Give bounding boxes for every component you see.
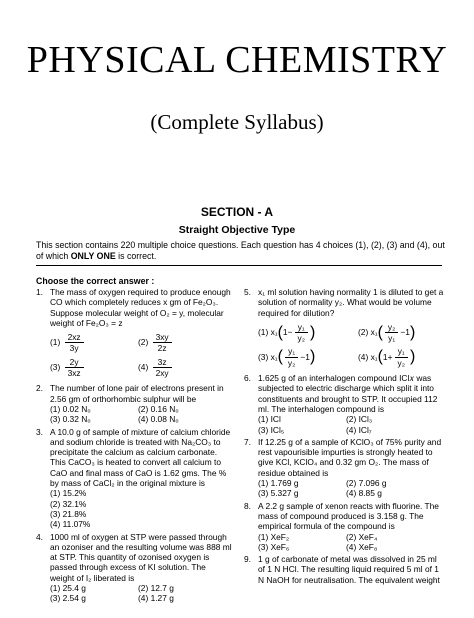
page-title: PHYSICAL CHEMISTRY	[26, 39, 448, 81]
question-text: The mass of oxygen required to produce enough CO which completely reduces x gm of Fe₂O₃. Suppose molecular weight of O₂ = y, molecular weight of Fe₂O₃ = z	[50, 287, 231, 328]
options-row	[50, 357, 232, 379]
numerator: y₁	[295, 322, 308, 333]
option: (2) 7.096 g	[346, 478, 387, 489]
option: (4) ICl₇	[346, 424, 372, 435]
question-7	[244, 437, 446, 499]
question-number: 4.	[36, 531, 43, 542]
question-text: A 10.0 g of sample of mixture of calcium chloride and sodium chloride is treated with Na₂CO₃ to precipitate the calcium as calcium carbonate. This CaCO₃ is heated to convert all calcium to CaO and final mass of CaO is 1.62 gms. The % by mass of CaCl₂ in the original mixture is	[50, 426, 231, 489]
question-number: 3.	[36, 426, 43, 437]
question-number: 7.	[244, 436, 251, 447]
option	[50, 332, 138, 354]
math-operator: +	[387, 351, 393, 362]
question-text: 1000 ml of oxygen at STP were passed through an ozoniser and the resulting volume was 888 ml at STP. This quantity of ozonised oxygen is passed through excess of KI solution. The weight of I₂ liberated is	[50, 531, 232, 583]
options-row	[258, 322, 446, 344]
question-number: 6.	[244, 373, 251, 384]
instructions-text: This section contains 220 multiple choice questions. Each question has 4 choices (1), (2), (3) and (4), out of which	[36, 240, 445, 261]
paren-open: (	[277, 323, 283, 341]
numerator: y₁	[285, 346, 298, 357]
option: (3) 5.327 g	[258, 488, 299, 499]
options-row	[258, 414, 446, 424]
question-number: 5.	[244, 287, 251, 297]
fraction	[385, 322, 398, 344]
options-row	[258, 542, 446, 552]
options-row	[50, 332, 232, 354]
question-number: 8.	[244, 500, 251, 511]
choose-heading: Choose the correct answer :	[36, 276, 155, 286]
fraction	[65, 332, 84, 354]
option: (4) XeF₈	[346, 541, 378, 552]
option	[358, 322, 415, 344]
option-label: (1)	[50, 337, 61, 348]
options-row	[258, 478, 446, 488]
option-label: (4)	[358, 351, 369, 362]
question-5	[244, 287, 446, 368]
question-text: 1.625 g of an interhalogen compound ICl𝑥 was subjected to electric discharge which split it into constituents and brought to STP. It occupied 112 ml. The interhalogen compound is	[258, 373, 438, 414]
numerator: 3z	[153, 357, 172, 368]
option: (3) 0.32 N₀	[50, 414, 91, 425]
numerator: 2xz	[65, 332, 84, 343]
math-term: 1	[382, 351, 388, 362]
denominator: y₂	[287, 357, 296, 368]
option-label: (2)	[358, 326, 369, 337]
math-term: 1	[282, 326, 288, 337]
option: (2) 0.16 N₀	[138, 403, 179, 414]
fraction	[285, 346, 298, 368]
option: (3) 2.54 g	[50, 593, 86, 604]
question-6	[244, 373, 446, 435]
denominator: y₂	[297, 333, 305, 344]
question-text: A 2.2 g sample of xenon reacts with fluorine. The mass of compound produced is 3.158 g. The empirical formula of the compound is	[258, 500, 439, 532]
question-3	[36, 427, 232, 530]
option: (1) 0.02 N₀	[50, 403, 91, 414]
option	[258, 346, 358, 368]
options-row	[50, 583, 232, 593]
option: (2) XeF₄	[346, 531, 378, 542]
denominator: 2z	[157, 343, 167, 354]
option-label: (3)	[258, 351, 269, 362]
option: (4) 0.08 N₀	[138, 414, 179, 425]
question-number: 1.	[36, 287, 43, 297]
denominator: y₂	[397, 357, 405, 368]
option: (4) 8.85 g	[346, 488, 382, 499]
question-number: 9.	[244, 554, 251, 565]
question-8	[244, 501, 446, 552]
option: (1) 25.4 g	[50, 583, 86, 594]
paren-close: )	[309, 323, 316, 341]
option: (4) 1.27 g	[138, 593, 174, 604]
numerator: 3xy	[153, 332, 172, 343]
numerator: 2y	[65, 357, 84, 368]
page-subtitle: (Complete Syllabus)	[150, 110, 324, 134]
denominator: y₁	[388, 333, 396, 344]
denominator: 3y	[69, 343, 79, 354]
math-operator: −	[287, 326, 293, 337]
math-operator: −	[300, 351, 306, 362]
option: (1) XeF₂	[258, 531, 290, 542]
question-text: x₁ ml solution having normality 1 is diluted to get a solution of normality y₂. What would be volume required for dilution?	[258, 287, 444, 318]
option: (3) ICl₅	[258, 424, 285, 435]
fraction	[295, 322, 308, 344]
fraction	[65, 357, 84, 379]
option	[50, 357, 138, 379]
option: (3) 21.8%	[50, 508, 87, 519]
instructions-end: is correct.	[115, 251, 157, 261]
math-term: x₁	[270, 351, 278, 362]
question-2	[36, 383, 232, 424]
paren-close: )	[409, 348, 416, 366]
options-row	[258, 488, 446, 498]
instructions-emphasis: ONLY ONE	[70, 251, 116, 261]
divider	[36, 265, 442, 266]
denominator: 2xy	[155, 368, 169, 379]
question-text: If 12.25 g of a sample of KClO₃ of 75% purity and rest vapourisible impurties is strongly heated to give KCl, KClO₄ and 0.32 gm O₂. The mass of residue obtained is	[258, 436, 442, 478]
question-number: 2.	[36, 383, 43, 394]
option	[258, 322, 358, 344]
math-term: 1	[405, 326, 410, 337]
option: (1) 1.769 g	[258, 478, 299, 489]
paren-open: (	[377, 348, 383, 366]
fraction	[395, 346, 408, 368]
option-label: (4)	[138, 361, 149, 372]
option: (2) 12.7 g	[138, 583, 174, 594]
options-row	[258, 346, 446, 368]
math-term: x₁	[370, 351, 378, 362]
option: (1) 15.2%	[50, 488, 87, 499]
fraction	[153, 332, 172, 354]
option	[358, 346, 415, 368]
options-row	[258, 532, 446, 542]
question-1	[36, 287, 232, 378]
option	[138, 332, 174, 354]
option-label: (1)	[258, 326, 269, 337]
option-label: (2)	[138, 337, 149, 348]
math-term: x₁	[270, 326, 278, 337]
paren-close: )	[309, 348, 316, 366]
paren-open: (	[277, 348, 283, 366]
option: (4) 11.07%	[50, 519, 91, 530]
option	[138, 357, 174, 379]
options-row	[50, 404, 232, 414]
fraction	[153, 357, 172, 379]
options-row	[50, 414, 232, 424]
section-type: Straight Objective Type	[178, 224, 296, 236]
option: (1) ICl	[258, 414, 281, 425]
question-4	[36, 532, 232, 604]
right-column	[244, 287, 446, 585]
math-term: x₁	[370, 326, 378, 337]
section-heading: SECTION - A	[200, 205, 274, 219]
numerator: y₁	[395, 346, 408, 357]
question-9	[244, 554, 446, 585]
math-operator: −	[400, 326, 406, 337]
math-term: 1	[305, 351, 310, 362]
options-row	[258, 425, 446, 435]
numerator: y₂	[385, 322, 398, 333]
option-label: (3)	[50, 361, 61, 372]
paren-open: (	[377, 323, 383, 341]
options-row	[50, 593, 232, 603]
left-column	[36, 287, 232, 604]
denominator: 3xz	[67, 368, 81, 379]
paren-close: )	[409, 323, 416, 341]
question-text: 1 g of carbonate of metal was dissolved in 25 ml of 1 N HCl. The resulting liquid required 5 ml of 1 N NaOH for neutralisation. The equivalent weight	[258, 554, 440, 585]
option: (2) 32.1%	[50, 498, 87, 509]
question-text: The number of lone pair of electrons present in 2.56 gm of orthorhombic sulphur will be	[50, 383, 224, 404]
option: (3) XeF₆	[258, 541, 290, 552]
option: (2) ICl₃	[346, 414, 373, 425]
instructions	[36, 240, 446, 262]
